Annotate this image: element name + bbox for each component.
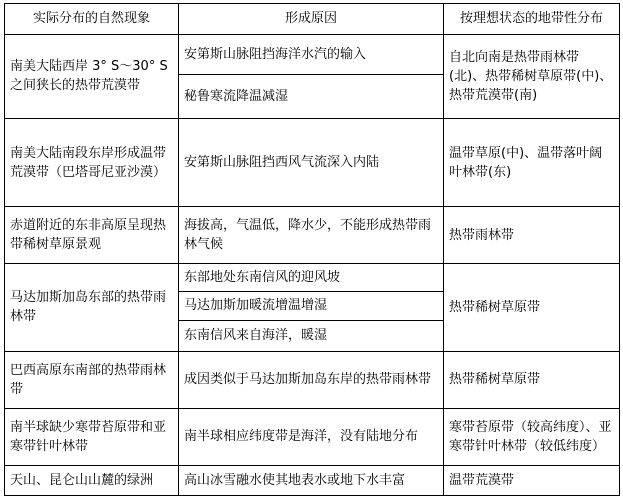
phenomenon-cell: 巴西高原东南部的热带雨林带 <box>5 351 179 408</box>
cause-cell: 东部地处东南信风的迎风坡 <box>179 264 444 291</box>
header-row <box>5 4 620 35</box>
ideal-cell: 温带草原(中)、温带落叶阔叶林带(东) <box>444 118 620 206</box>
cause-cell: 海拔高，气温低，降水少，不能形成热带雨林气候 <box>179 207 444 264</box>
header-cause: 形成原因 <box>179 4 444 35</box>
phenomenon-cell: 马达加斯加岛东部的热带雨林带 <box>5 264 179 351</box>
ideal-cell: 寒带苔原带（较高纬度）、亚寒带针叶林带（较低纬度） <box>444 408 620 466</box>
cause-cell: 南半球相应纬度带是海洋，没有陆地分布 <box>179 408 444 466</box>
phenomenon-cell: 南美大陆西岸 3° S～30° S之间狭长的热带荒漠带 <box>5 34 179 118</box>
phenomenon-cell: 南美大陆南段东岸形成温带荒漠带（巴塔哥尼亚沙漠） <box>5 118 179 206</box>
ideal-cell: 热带稀树草原带 <box>444 264 620 351</box>
cause-cell: 安第斯山脉阻挡海洋水汽的输入 <box>179 34 444 74</box>
ideal-cell: 自北向南是热带雨林带(北)、热带稀树草原带(中)、热带荒漠带(南) <box>444 34 620 118</box>
table-row <box>5 118 620 206</box>
table-row <box>5 466 620 496</box>
cause-cell: 成因类似于马达加斯加岛东岸的热带雨林带 <box>179 351 444 408</box>
table-row <box>5 408 620 466</box>
phenomenon-cell: 南半球缺少寒带苔原带和亚寒带针叶林带 <box>5 408 179 466</box>
geography-table <box>4 3 620 496</box>
ideal-cell: 温带荒漠带 <box>444 466 620 496</box>
cause-cell: 安第斯山脉阻挡西风气流深入内陆 <box>179 118 444 206</box>
table-row <box>5 207 620 264</box>
ideal-cell: 热带雨林带 <box>444 207 620 264</box>
cause-cell: 高山冰雪融水使其地表水或地下水丰富 <box>179 466 444 496</box>
cause-cell: 东南信风来自海洋，暖湿 <box>179 321 444 352</box>
cause-cell: 马达加斯加暖流增温增湿 <box>179 291 444 320</box>
table-row <box>5 351 620 408</box>
phenomenon-cell: 天山、昆仑山山麓的绿洲 <box>5 466 179 496</box>
cause-cell: 秘鲁寒流降温减湿 <box>179 74 444 118</box>
header-ideal: 按理想状态的地带性分布 <box>444 4 620 35</box>
phenomenon-cell: 赤道附近的东非高原呈现热带稀树草原景观 <box>5 207 179 264</box>
ideal-cell: 热带稀树草原带 <box>444 351 620 408</box>
table-row <box>5 34 620 74</box>
table-row <box>5 264 620 291</box>
header-phenomenon: 实际分布的自然现象 <box>5 4 179 35</box>
